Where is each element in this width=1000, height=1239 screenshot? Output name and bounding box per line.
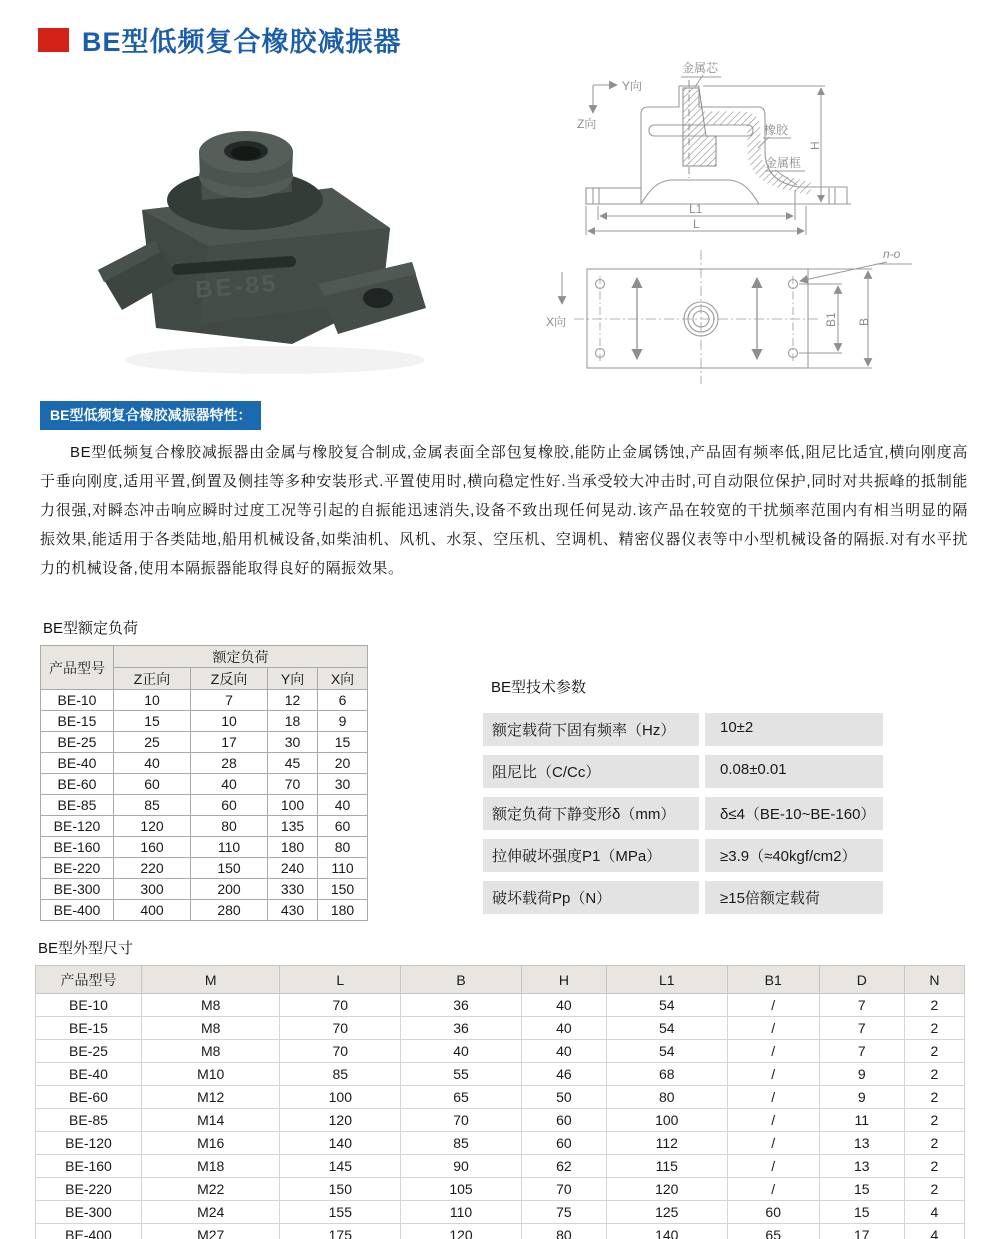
tech-params-title: BE型技术参数 — [491, 679, 587, 696]
column-header: L — [280, 966, 401, 994]
dim-h-label: H — [808, 141, 822, 150]
tech-param-value: 0.08±0.01 — [705, 755, 883, 788]
rated-load-title: BE型额定负荷 — [43, 620, 139, 637]
cell-z-reverse: 280 — [191, 900, 268, 921]
cell-z-positive: 40 — [114, 753, 191, 774]
tech-param-row — [483, 839, 883, 872]
cell-z-positive: 220 — [114, 858, 191, 879]
cell-l1: 112 — [606, 1132, 727, 1155]
column-header: D — [819, 966, 904, 994]
cell-x: 60 — [318, 816, 368, 837]
cell-l1: 140 — [606, 1224, 727, 1239]
cell-z-reverse: 80 — [191, 816, 268, 837]
cell-b: 36 — [401, 1017, 522, 1040]
cell-z-reverse: 200 — [191, 879, 268, 900]
cell-model: BE-10 — [41, 690, 114, 711]
axis-z-label: Z向 — [577, 117, 597, 131]
cell-b: 36 — [401, 994, 522, 1017]
cell-y: 18 — [268, 711, 318, 732]
cell-m: M8 — [142, 994, 280, 1017]
cell-z-positive: 85 — [114, 795, 191, 816]
tech-param-value: 10±2 — [705, 713, 883, 746]
top-view-drawing — [540, 236, 990, 393]
cell-b: 120 — [401, 1224, 522, 1239]
cell-b: 40 — [401, 1040, 522, 1063]
cell-z-positive: 300 — [114, 879, 191, 900]
cell-y: 70 — [268, 774, 318, 795]
column-header-model: 产品型号 — [41, 646, 114, 690]
cell-l: 155 — [280, 1201, 401, 1224]
cell-x: 40 — [318, 795, 368, 816]
cell-model: BE-120 — [41, 816, 114, 837]
cell-b1: / — [727, 1086, 819, 1109]
cell-n: 2 — [904, 1178, 964, 1201]
cell-d: 9 — [819, 1086, 904, 1109]
cell-y: 180 — [268, 837, 318, 858]
dim-b-label: B — [857, 317, 871, 326]
cell-model: BE-60 — [36, 1086, 142, 1109]
cell-l: 70 — [280, 994, 401, 1017]
cell-x: 30 — [318, 774, 368, 795]
cell-z-reverse: 40 — [191, 774, 268, 795]
cell-model: BE-160 — [36, 1155, 142, 1178]
cell-z-positive: 400 — [114, 900, 191, 921]
cell-l1: 54 — [606, 1017, 727, 1040]
cell-d: 13 — [819, 1132, 904, 1155]
dimensions-table — [35, 965, 965, 1239]
cell-z-positive: 10 — [114, 690, 191, 711]
cell-y: 240 — [268, 858, 318, 879]
cell-b1: / — [727, 1040, 819, 1063]
cell-model: BE-15 — [36, 1017, 142, 1040]
cell-model: BE-25 — [36, 1040, 142, 1063]
cell-h: 62 — [521, 1155, 606, 1178]
top-view-svg — [540, 236, 990, 388]
cell-model: BE-85 — [36, 1109, 142, 1132]
table-row — [41, 837, 368, 858]
table-row — [36, 1063, 965, 1086]
cell-d: 7 — [819, 994, 904, 1017]
table-row — [36, 1178, 965, 1201]
cell-x: 9 — [318, 711, 368, 732]
cell-l: 145 — [280, 1155, 401, 1178]
cell-n: 2 — [904, 1109, 964, 1132]
cell-b: 65 — [401, 1086, 522, 1109]
cell-n: 2 — [904, 1132, 964, 1155]
tech-param-value: ≥15倍额定载荷 — [705, 881, 883, 914]
cell-d: 13 — [819, 1155, 904, 1178]
cell-b1: / — [727, 1063, 819, 1086]
column-header: H — [521, 966, 606, 994]
cell-h: 50 — [521, 1086, 606, 1109]
cell-m: M8 — [142, 1040, 280, 1063]
cell-n: 4 — [904, 1224, 964, 1239]
cell-model: BE-220 — [41, 858, 114, 879]
cell-b: 110 — [401, 1201, 522, 1224]
cell-n: 2 — [904, 1017, 964, 1040]
cell-m: M18 — [142, 1155, 280, 1178]
cell-m: M14 — [142, 1109, 280, 1132]
cell-b1: / — [727, 1109, 819, 1132]
cell-y: 45 — [268, 753, 318, 774]
table-row — [36, 994, 965, 1017]
cell-model: BE-400 — [41, 900, 114, 921]
cell-l1: 68 — [606, 1063, 727, 1086]
cell-d: 7 — [819, 1040, 904, 1063]
cell-n: 2 — [904, 994, 964, 1017]
cell-model: BE-40 — [41, 753, 114, 774]
cell-m: M16 — [142, 1132, 280, 1155]
cell-l1: 115 — [606, 1155, 727, 1178]
damper-photo-illustration — [80, 92, 475, 387]
cell-b1: / — [727, 1017, 819, 1040]
cell-b: 70 — [401, 1109, 522, 1132]
tech-param-value: δ≤4（BE-10~BE-160） — [705, 797, 883, 830]
features-paragraph: BE型低频复合橡胶减振器由金属与橡胶复合制成,金属表面全部包复橡胶,能防止金属锈蚀,产品固有频率低,阻尼比适宜,横向刚度高于垂向刚度,适用平置,倒置及侧挂等多种安装形式.平置使用时,横向稳定性好.当承受较大冲击时,可自动限位保护,同时对共振峰的抵制能力很强,对瞬态冲击响应瞬时过度工况等引起的自振能迅速消失,设备不致出现任何晃动.该产品在较宽的干扰频率范围内有相当明显的隔振效果,能适用于各类陆地,船用机械设备,如柴油机、风机、水泵、空压机、空调机、精密仪器仪表等中小型机械设备的隔振.对有水平扰力的机械设备,使用本隔振器能取得良好的隔振效果。 — [40, 444, 968, 577]
cell-n: 2 — [904, 1063, 964, 1086]
page-title: BE型低频复合橡胶减振器 — [82, 27, 402, 57]
column-header: B — [401, 966, 522, 994]
column-header: 产品型号 — [36, 966, 142, 994]
label-metal-core: 金属芯 — [682, 61, 719, 75]
cell-h: 40 — [521, 1040, 606, 1063]
cell-b1: / — [727, 994, 819, 1017]
tech-param-label: 拉伸破坏强度P1（MPa） — [483, 839, 699, 872]
axis-x-label: X向 — [546, 315, 567, 329]
cell-x: 150 — [318, 879, 368, 900]
features-banner: BE型低频复合橡胶减振器特性： — [40, 401, 261, 430]
cell-d: 9 — [819, 1063, 904, 1086]
dim-b1-label: B1 — [824, 312, 838, 327]
label-rubber: 橡胶 — [764, 123, 789, 137]
cell-x: 110 — [318, 858, 368, 879]
section-drawing — [553, 58, 985, 245]
column-group-header-rated-load: 额定负荷 — [114, 646, 368, 668]
table-row — [36, 1201, 965, 1224]
cell-h: 40 — [521, 994, 606, 1017]
tech-param-label: 阻尼比（C/Cc） — [483, 755, 699, 788]
cell-model: BE-300 — [36, 1201, 142, 1224]
cell-z-reverse: 150 — [191, 858, 268, 879]
cell-l: 100 — [280, 1086, 401, 1109]
table-row — [41, 774, 368, 795]
column-header: N — [904, 966, 964, 994]
tech-param-value: ≥3.9（≈40kgf/cm2） — [705, 839, 883, 872]
rated-load-table — [40, 645, 368, 921]
cell-x: 80 — [318, 837, 368, 858]
cell-m: M8 — [142, 1017, 280, 1040]
cell-l1: 80 — [606, 1086, 727, 1109]
rated-load-section — [40, 617, 370, 921]
table-row — [36, 1224, 965, 1239]
table-row — [41, 732, 368, 753]
cell-b: 85 — [401, 1132, 522, 1155]
tech-param-row — [483, 713, 883, 746]
cell-b1: / — [727, 1178, 819, 1201]
table-row — [36, 1086, 965, 1109]
table-row — [41, 816, 368, 837]
cell-d: 7 — [819, 1017, 904, 1040]
page-header — [38, 20, 402, 59]
cell-d: 11 — [819, 1109, 904, 1132]
tech-params-section — [483, 676, 883, 923]
cell-model: BE-220 — [36, 1178, 142, 1201]
cell-m: M27 — [142, 1224, 280, 1239]
column-subheader: Z正向 — [114, 668, 191, 690]
cell-m: M24 — [142, 1201, 280, 1224]
tech-param-label: 额定负荷下静变形δ（mm） — [483, 797, 699, 830]
dimensions-title: BE型外型尺寸 — [38, 940, 134, 957]
cell-d: 15 — [819, 1201, 904, 1224]
cell-h: 60 — [521, 1132, 606, 1155]
column-subheader: Z反向 — [191, 668, 268, 690]
cell-z-positive: 160 — [114, 837, 191, 858]
table-row — [41, 753, 368, 774]
cell-h: 75 — [521, 1201, 606, 1224]
cell-l: 85 — [280, 1063, 401, 1086]
cell-l: 120 — [280, 1109, 401, 1132]
product-photo — [80, 92, 475, 392]
table-row — [36, 1109, 965, 1132]
column-subheader: X向 — [318, 668, 368, 690]
cell-m: M22 — [142, 1178, 280, 1201]
column-header: M — [142, 966, 280, 994]
cell-l1: 120 — [606, 1178, 727, 1201]
table-row — [41, 795, 368, 816]
dim-l-label: L — [693, 217, 700, 231]
cell-x: 15 — [318, 732, 368, 753]
cell-l1: 100 — [606, 1109, 727, 1132]
emboss-model-text: BE-85 — [194, 269, 280, 304]
cell-d: 17 — [819, 1224, 904, 1239]
cell-model: BE-300 — [41, 879, 114, 900]
table-row — [36, 1017, 965, 1040]
cell-z-reverse: 110 — [191, 837, 268, 858]
hole-count-label: n-o — [883, 247, 901, 261]
cell-model: BE-60 — [41, 774, 114, 795]
column-header: B1 — [727, 966, 819, 994]
table-row — [41, 858, 368, 879]
cell-z-positive: 15 — [114, 711, 191, 732]
cell-b1: 60 — [727, 1201, 819, 1224]
tech-param-row — [483, 881, 883, 914]
red-accent-block — [38, 28, 69, 52]
table-row — [36, 1155, 965, 1178]
cell-z-reverse: 7 — [191, 690, 268, 711]
cell-d: 15 — [819, 1178, 904, 1201]
cell-x: 6 — [318, 690, 368, 711]
cell-model: BE-25 — [41, 732, 114, 753]
cell-l: 70 — [280, 1017, 401, 1040]
cell-n: 2 — [904, 1040, 964, 1063]
cell-n: 4 — [904, 1201, 964, 1224]
cell-h: 70 — [521, 1178, 606, 1201]
cell-z-positive: 60 — [114, 774, 191, 795]
cell-l: 140 — [280, 1132, 401, 1155]
cell-model: BE-40 — [36, 1063, 142, 1086]
cell-model: BE-400 — [36, 1224, 142, 1239]
dim-l1-label: L1 — [689, 202, 703, 216]
cell-x: 180 — [318, 900, 368, 921]
cell-model: BE-160 — [41, 837, 114, 858]
label-metal-frame: 金属框 — [765, 156, 802, 170]
cell-z-positive: 120 — [114, 816, 191, 837]
dimensions-section — [35, 937, 965, 1239]
cell-l: 150 — [280, 1178, 401, 1201]
cell-b: 105 — [401, 1178, 522, 1201]
cell-model: BE-15 — [41, 711, 114, 732]
cell-h: 60 — [521, 1109, 606, 1132]
cell-model: BE-120 — [36, 1132, 142, 1155]
tech-param-label: 额定载荷下固有频率（Hz） — [483, 713, 699, 746]
cell-y: 100 — [268, 795, 318, 816]
cell-h: 46 — [521, 1063, 606, 1086]
cell-b1: / — [727, 1132, 819, 1155]
table-row — [41, 900, 368, 921]
section-drawing-svg — [553, 58, 985, 240]
tech-params-list — [483, 713, 883, 914]
tech-param-row — [483, 755, 883, 788]
cell-b1: 65 — [727, 1224, 819, 1239]
cell-b: 55 — [401, 1063, 522, 1086]
cell-l1: 54 — [606, 994, 727, 1017]
cell-z-reverse: 17 — [191, 732, 268, 753]
cell-y: 430 — [268, 900, 318, 921]
cell-z-reverse: 10 — [191, 711, 268, 732]
column-header: L1 — [606, 966, 727, 994]
cell-l: 70 — [280, 1040, 401, 1063]
cell-z-reverse: 60 — [191, 795, 268, 816]
tech-param-row — [483, 797, 883, 830]
table-row — [36, 1040, 965, 1063]
cell-m: M12 — [142, 1086, 280, 1109]
cell-x: 20 — [318, 753, 368, 774]
cell-z-reverse: 28 — [191, 753, 268, 774]
cell-n: 2 — [904, 1155, 964, 1178]
axis-y-label: Y向 — [622, 79, 643, 93]
cell-l: 175 — [280, 1224, 401, 1239]
cell-model: BE-10 — [36, 994, 142, 1017]
cell-l1: 125 — [606, 1201, 727, 1224]
cell-y: 30 — [268, 732, 318, 753]
cell-model: BE-85 — [41, 795, 114, 816]
table-row — [36, 1132, 965, 1155]
cell-b1: / — [727, 1155, 819, 1178]
cell-z-positive: 25 — [114, 732, 191, 753]
cell-b: 90 — [401, 1155, 522, 1178]
cell-y: 12 — [268, 690, 318, 711]
cell-l1: 54 — [606, 1040, 727, 1063]
table-row — [41, 879, 368, 900]
table-row — [41, 690, 368, 711]
cell-y: 330 — [268, 879, 318, 900]
cell-m: M10 — [142, 1063, 280, 1086]
tech-param-label: 破坏载荷Pp（N） — [483, 881, 699, 914]
cell-y: 135 — [268, 816, 318, 837]
cell-h: 40 — [521, 1017, 606, 1040]
cell-h: 80 — [521, 1224, 606, 1239]
cell-n: 2 — [904, 1086, 964, 1109]
column-subheader: Y向 — [268, 668, 318, 690]
table-row — [41, 711, 368, 732]
